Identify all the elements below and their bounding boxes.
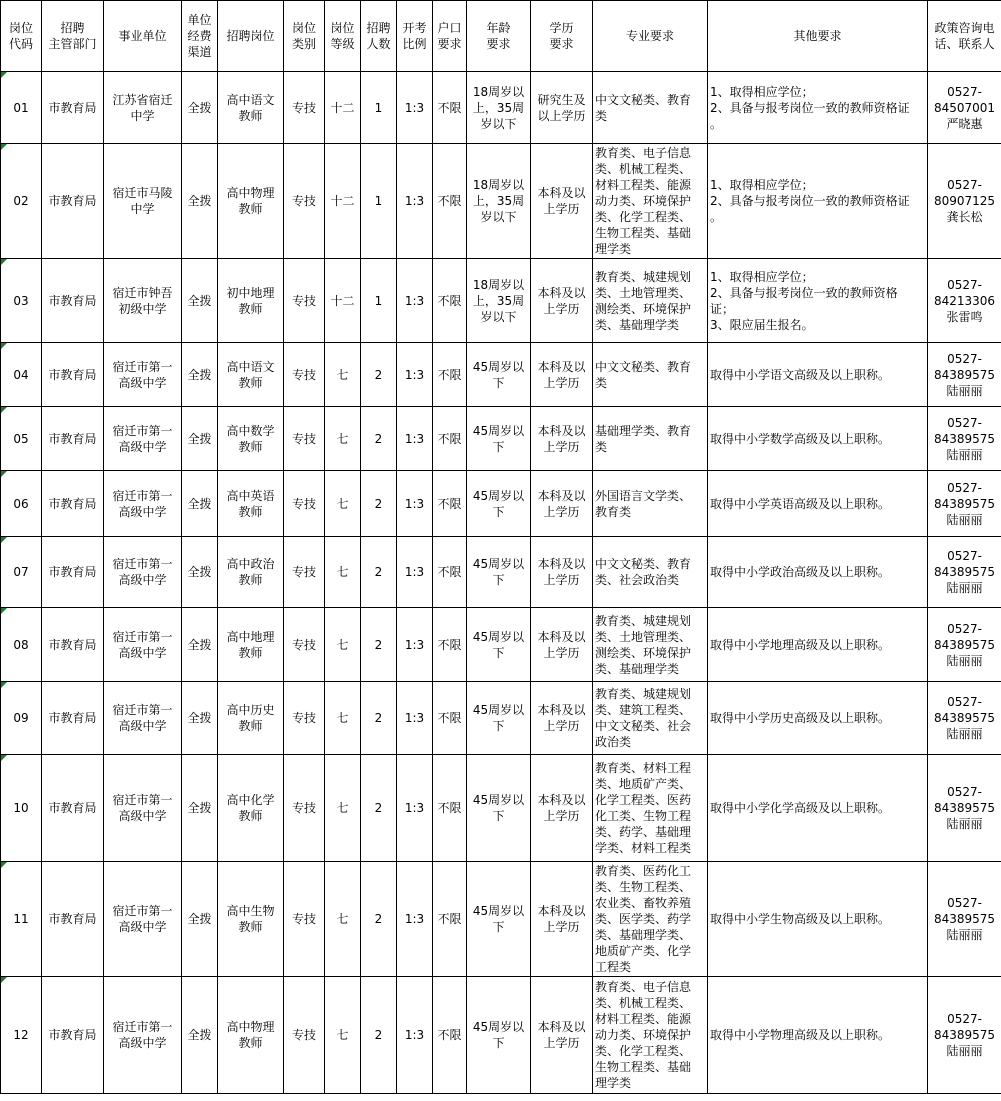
cell-post: 初中地理 教师: [218, 259, 284, 343]
cell-contact: 0527- 84213306 张雷鸣: [928, 259, 1001, 343]
column-header: 开考 比例: [397, 1, 433, 72]
cell-unit: 江苏省宿迁 中学: [104, 72, 182, 144]
cell-category: 专技: [284, 755, 325, 862]
cell-dept: 市教育局: [42, 862, 104, 977]
cell-count: 2: [361, 755, 397, 862]
cell-marker: [1, 755, 7, 761]
cell-age: 45周岁以 下: [467, 682, 531, 755]
cell-unit: 宿迁市第一 高级中学: [104, 471, 182, 537]
cell-edu: 本科及以 上学历: [531, 407, 593, 471]
cell-hukou: 不限: [433, 471, 467, 537]
cell-other: 1、取得相应学位； 2、具备与报考岗位一致的教师资格证 。: [708, 72, 928, 144]
cell-fund: 全拨: [182, 72, 218, 144]
column-header: 政策咨询电 话、联系人: [928, 1, 1001, 72]
cell-hukou: 不限: [433, 977, 467, 1094]
cell-unit: 宿迁市钟吾 初级中学: [104, 259, 182, 343]
cell-count: 2: [361, 608, 397, 682]
cell-age: 45周岁以 下: [467, 862, 531, 977]
cell-major: 教育类、材料工程 类、地质矿产类、 化学工程类、医药 化工类、生物工程 类、药学、基础理 学类、材料工程类: [593, 755, 708, 862]
cell-contact: 0527- 84507001 严晓惠: [928, 72, 1001, 144]
cell-ratio: 1:3: [397, 72, 433, 144]
table-row: [1, 471, 1001, 537]
cell-hukou: 不限: [433, 72, 467, 144]
table-row: [1, 862, 1001, 977]
cell-age: 18周岁以 上，35周 岁以下: [467, 72, 531, 144]
cell-category: 专技: [284, 471, 325, 537]
cell-unit: 宿迁市第一 高级中学: [104, 755, 182, 862]
column-header: 户口 要求: [433, 1, 467, 72]
cell-hukou: 不限: [433, 407, 467, 471]
cell-age: 45周岁以 下: [467, 537, 531, 608]
cell-major: 中文文秘类、教育 类、社会政治类: [593, 537, 708, 608]
cell-ratio: 1:3: [397, 259, 433, 343]
cell-edu: 本科及以 上学历: [531, 144, 593, 259]
cell-code-text: 11: [13, 912, 29, 926]
cell-contact: 0527- 84389575 陆丽丽: [928, 537, 1001, 608]
cell-unit: 宿迁市第一 高级中学: [104, 343, 182, 407]
cell-marker: [1, 977, 7, 983]
cell-other: 1、取得相应学位； 2、具备与报考岗位一致的教师资格证 。: [708, 144, 928, 259]
cell-post: 高中政治 教师: [218, 537, 284, 608]
cell-category: 专技: [284, 537, 325, 608]
cell-count: 1: [361, 144, 397, 259]
cell-ratio: 1:3: [397, 144, 433, 259]
cell-major: 中文文秘类、教育 类: [593, 343, 708, 407]
cell-other: 取得中小学物理高级及以上职称。: [708, 977, 928, 1094]
column-header: 专业要求: [593, 1, 708, 72]
cell-marker: [1, 259, 7, 265]
cell-contact: 0527- 84389575 陆丽丽: [928, 343, 1001, 407]
cell-age: 45周岁以 下: [467, 977, 531, 1094]
cell-unit: 宿迁市马陵 中学: [104, 144, 182, 259]
header-row: [1, 1, 1001, 72]
cell-code-text: 08: [13, 637, 29, 652]
cell-post: 高中语文 教师: [218, 343, 284, 407]
cell-unit: 宿迁市第一 高级中学: [104, 407, 182, 471]
table-row: [1, 537, 1001, 608]
table-row: [1, 407, 1001, 471]
cell-ratio: 1:3: [397, 343, 433, 407]
cell-major: 基础理学类、教育 类: [593, 407, 708, 471]
cell-marker: [1, 682, 7, 688]
cell-category: 专技: [284, 407, 325, 471]
cell-edu: 本科及以 上学历: [531, 259, 593, 343]
cell-other: 取得中小学英语高级及以上职称。: [708, 471, 928, 537]
cell-code-text: 05: [13, 431, 29, 446]
cell-dept: 市教育局: [42, 608, 104, 682]
cell-ratio: 1:3: [397, 977, 433, 1094]
cell-fund: 全拨: [182, 259, 218, 343]
cell-level: 七: [325, 537, 361, 608]
cell-code-text: 12: [13, 1028, 29, 1042]
cell-contact: 0527- 84389575 陆丽丽: [928, 471, 1001, 537]
cell-other: 取得中小学地理高级及以上职称。: [708, 608, 928, 682]
cell-dept: 市教育局: [42, 977, 104, 1094]
cell-ratio: 1:3: [397, 407, 433, 471]
cell-count: 2: [361, 682, 397, 755]
cell-post: 高中生物 教师: [218, 862, 284, 977]
cell-dept: 市教育局: [42, 471, 104, 537]
cell-count: 1: [361, 72, 397, 144]
table-row: [1, 72, 1001, 144]
cell-ratio: 1:3: [397, 682, 433, 755]
cell-dept: 市教育局: [42, 537, 104, 608]
cell-dept: 市教育局: [42, 755, 104, 862]
cell-post: 高中历史 教师: [218, 682, 284, 755]
cell-code: [1, 343, 42, 407]
cell-edu: 本科及以 上学历: [531, 977, 593, 1094]
cell-contact: 0527- 84389575 陆丽丽: [928, 755, 1001, 862]
column-header: 岗位 类别: [284, 1, 325, 72]
cell-marker: [1, 144, 7, 150]
cell-marker: [1, 343, 7, 349]
cell-dept: 市教育局: [42, 259, 104, 343]
cell-hukou: 不限: [433, 755, 467, 862]
cell-category: 专技: [284, 144, 325, 259]
column-header: 事业单位: [104, 1, 182, 72]
column-header: 岗位 代码: [1, 1, 42, 72]
cell-hukou: 不限: [433, 144, 467, 259]
cell-contact: 0527- 84389575 陆丽丽: [928, 407, 1001, 471]
cell-count: 2: [361, 537, 397, 608]
cell-other: 取得中小学政治高级及以上职称。: [708, 537, 928, 608]
cell-marker: [1, 862, 7, 868]
cell-contact: 0527- 84389575 陆丽丽: [928, 682, 1001, 755]
cell-fund: 全拨: [182, 537, 218, 608]
cell-other: 取得中小学数学高级及以上职称。: [708, 407, 928, 471]
cell-major: 教育类、电子信息 类、机械工程类、 材料工程类、能源 动力类、环境保护 类、化学工程类、 生物工程类、基础 理学类: [593, 144, 708, 259]
cell-code: [1, 862, 42, 977]
column-header: 岗位 等级: [325, 1, 361, 72]
cell-level: 七: [325, 755, 361, 862]
cell-code-text: 03: [13, 293, 29, 308]
cell-fund: 全拨: [182, 862, 218, 977]
cell-major: 教育类、医药化工 类、生物工程类、 农业类、畜牧养殖 类、医学类、药学 类、基础理学类、 地质矿产类、化学 工程类: [593, 862, 708, 977]
cell-count: 2: [361, 343, 397, 407]
table-row: [1, 608, 1001, 682]
cell-hukou: 不限: [433, 608, 467, 682]
cell-major: 教育类、城建规划 类、建筑工程类、 中文文秘类、社会 政治类: [593, 682, 708, 755]
column-header: 学历 要求: [531, 1, 593, 72]
cell-category: 专技: [284, 977, 325, 1094]
column-header: 其他要求: [708, 1, 928, 72]
cell-level: 七: [325, 407, 361, 471]
cell-marker: [1, 72, 7, 78]
cell-code: [1, 755, 42, 862]
cell-code-text: 06: [13, 496, 29, 511]
cell-age: 45周岁以 下: [467, 471, 531, 537]
cell-major: 教育类、电子信息 类、机械工程类、 材料工程类、能源 动力类、环境保护 类、化学工程类、 生物工程类、基础 理学类: [593, 977, 708, 1094]
cell-contact: 0527- 84389575 陆丽丽: [928, 862, 1001, 977]
cell-fund: 全拨: [182, 407, 218, 471]
cell-fund: 全拨: [182, 608, 218, 682]
cell-code-text: 10: [13, 801, 29, 815]
cell-unit: 宿迁市第一 高级中学: [104, 608, 182, 682]
cell-category: 专技: [284, 862, 325, 977]
cell-code-text: 07: [13, 565, 29, 579]
cell-level: 十二: [325, 144, 361, 259]
cell-code-text: 01: [13, 100, 29, 115]
cell-code-text: 02: [13, 194, 29, 208]
cell-category: 专技: [284, 72, 325, 144]
cell-edu: 本科及以 上学历: [531, 343, 593, 407]
cell-edu: 本科及以 上学历: [531, 537, 593, 608]
column-header: 年龄 要求: [467, 1, 531, 72]
cell-unit: 宿迁市第一 高级中学: [104, 977, 182, 1094]
cell-hukou: 不限: [433, 537, 467, 608]
cell-major: 教育类、城建规划 类、土地管理类、 测绘类、环境保护 类、基础理学类: [593, 259, 708, 343]
cell-level: 七: [325, 862, 361, 977]
cell-code: [1, 144, 42, 259]
cell-age: 45周岁以 下: [467, 407, 531, 471]
cell-other: 取得中小学生物高级及以上职称。: [708, 862, 928, 977]
cell-level: 七: [325, 608, 361, 682]
cell-level: 七: [325, 682, 361, 755]
cell-fund: 全拨: [182, 144, 218, 259]
cell-dept: 市教育局: [42, 144, 104, 259]
cell-fund: 全拨: [182, 343, 218, 407]
cell-code: [1, 407, 42, 471]
cell-contact: 0527- 80907125 龚长松: [928, 144, 1001, 259]
cell-ratio: 1:3: [397, 471, 433, 537]
cell-post: 高中英语 教师: [218, 471, 284, 537]
cell-count: 2: [361, 977, 397, 1094]
cell-ratio: 1:3: [397, 608, 433, 682]
cell-post: 高中物理 教师: [218, 144, 284, 259]
cell-post: 高中语文 教师: [218, 72, 284, 144]
cell-code: [1, 608, 42, 682]
cell-code-text: 04: [13, 367, 29, 382]
cell-marker: [1, 407, 7, 413]
cell-other: 取得中小学语文高级及以上职称。: [708, 343, 928, 407]
cell-unit: 宿迁市第一 高级中学: [104, 682, 182, 755]
table-row: [1, 977, 1001, 1094]
cell-edu: 本科及以 上学历: [531, 862, 593, 977]
cell-other: 取得中小学历史高级及以上职称。: [708, 682, 928, 755]
cell-code: [1, 471, 42, 537]
cell-code: [1, 72, 42, 144]
column-header: 单位 经费 渠道: [182, 1, 218, 72]
cell-ratio: 1:3: [397, 862, 433, 977]
cell-edu: 本科及以 上学历: [531, 471, 593, 537]
cell-major: 中文文秘类、教育 类: [593, 72, 708, 144]
cell-age: 45周岁以 下: [467, 755, 531, 862]
cell-level: 七: [325, 343, 361, 407]
cell-post: 高中化学 教师: [218, 755, 284, 862]
table-row: [1, 259, 1001, 343]
cell-contact: 0527- 84389575 陆丽丽: [928, 977, 1001, 1094]
cell-unit: 宿迁市第一 高级中学: [104, 862, 182, 977]
cell-category: 专技: [284, 343, 325, 407]
cell-ratio: 1:3: [397, 537, 433, 608]
cell-major: 外国语言文学类、 教育类: [593, 471, 708, 537]
cell-age: 18周岁以 上，35周 岁以下: [467, 259, 531, 343]
cell-edu: 本科及以 上学历: [531, 608, 593, 682]
cell-other: 1、取得相应学位； 2、具备与报考岗位一致的教师资格 证； 3、限应届生报名。: [708, 259, 928, 343]
cell-ratio: 1:3: [397, 755, 433, 862]
cell-code: [1, 259, 42, 343]
cell-hukou: 不限: [433, 259, 467, 343]
cell-fund: 全拨: [182, 682, 218, 755]
cell-count: 1: [361, 259, 397, 343]
cell-category: 专技: [284, 259, 325, 343]
cell-category: 专技: [284, 682, 325, 755]
column-header: 招聘 主管部门: [42, 1, 104, 72]
cell-dept: 市教育局: [42, 72, 104, 144]
cell-code: [1, 977, 42, 1094]
cell-fund: 全拨: [182, 977, 218, 1094]
cell-count: 2: [361, 407, 397, 471]
cell-unit: 宿迁市第一 高级中学: [104, 537, 182, 608]
cell-level: 七: [325, 471, 361, 537]
cell-age: 45周岁以 下: [467, 343, 531, 407]
cell-code: [1, 682, 42, 755]
cell-category: 专技: [284, 608, 325, 682]
cell-level: 十二: [325, 259, 361, 343]
cell-code-text: 09: [13, 711, 29, 725]
cell-marker: [1, 608, 7, 614]
cell-dept: 市教育局: [42, 343, 104, 407]
cell-age: 45周岁以 下: [467, 608, 531, 682]
table-body: [1, 72, 1001, 1094]
cell-post: 高中地理 教师: [218, 608, 284, 682]
cell-contact: 0527- 84389575 陆丽丽: [928, 608, 1001, 682]
table-row: [1, 343, 1001, 407]
cell-hukou: 不限: [433, 682, 467, 755]
cell-hukou: 不限: [433, 862, 467, 977]
table-row: [1, 682, 1001, 755]
cell-dept: 市教育局: [42, 407, 104, 471]
cell-age: 18周岁以 上，35周 岁以下: [467, 144, 531, 259]
cell-count: 2: [361, 862, 397, 977]
cell-edu: 研究生及 以上学历: [531, 72, 593, 144]
cell-code: [1, 537, 42, 608]
cell-edu: 本科及以 上学历: [531, 755, 593, 862]
column-header: 招聘岗位: [218, 1, 284, 72]
cell-marker: [1, 471, 7, 477]
table-row: [1, 144, 1001, 259]
cell-major: 教育类、城建规划 类、土地管理类、 测绘类、环境保护 类、基础理学类: [593, 608, 708, 682]
cell-marker: [1, 537, 7, 543]
cell-post: 高中数学 教师: [218, 407, 284, 471]
cell-edu: 本科及以 上学历: [531, 682, 593, 755]
cell-fund: 全拨: [182, 471, 218, 537]
cell-hukou: 不限: [433, 343, 467, 407]
cell-fund: 全拨: [182, 755, 218, 862]
cell-post: 高中物理 教师: [218, 977, 284, 1094]
cell-dept: 市教育局: [42, 682, 104, 755]
table-row: [1, 755, 1001, 862]
cell-count: 2: [361, 471, 397, 537]
cell-level: 七: [325, 977, 361, 1094]
cell-level: 十二: [325, 72, 361, 144]
column-header: 招聘 人数: [361, 1, 397, 72]
cell-other: 取得中小学化学高级及以上职称。: [708, 755, 928, 862]
